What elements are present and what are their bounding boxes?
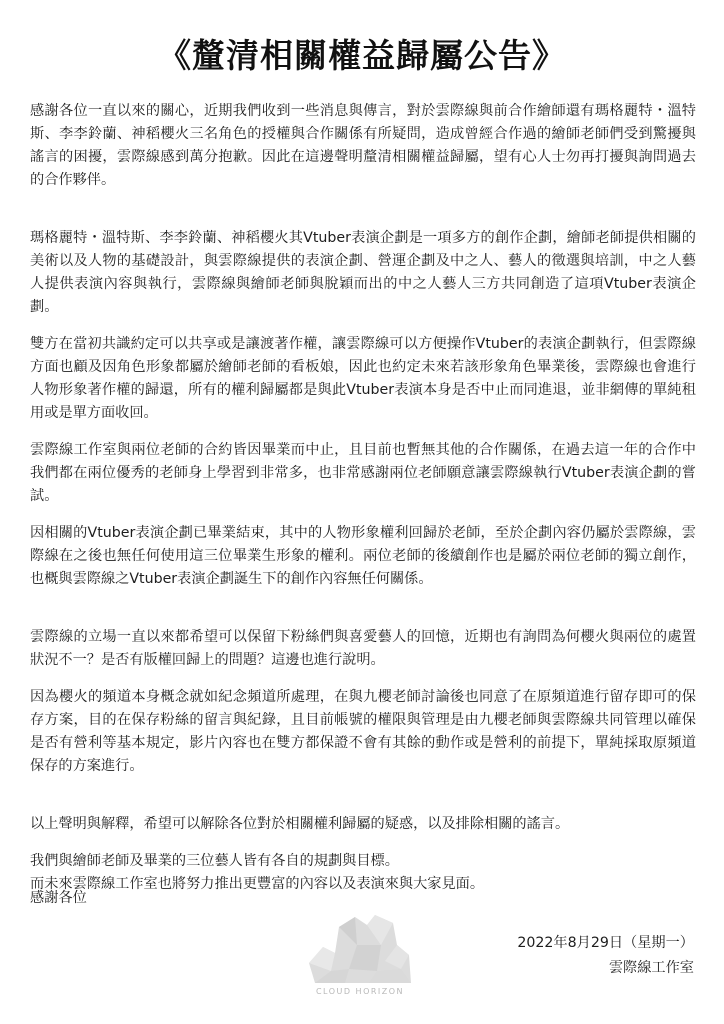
paragraph-plans [30,850,696,896]
paragraph-stance: 雲際線的立場一直以來都希望可以保留下粉絲們與喜愛藝人的回憶，近期也有詢問為何櫻火與兩位的處置狀況不一？是否有版權回歸上的問題？這邊也進行說明。 [30,629,696,668]
closing-text: 感謝各位 [30,890,87,906]
plans-line-2: 而未來雲際線工作室也將努力推出更豐富的內容以及表演來與大家見面。 [30,876,485,892]
announcement-date: 2022年8月29日（星期一） [517,935,694,951]
logo-text: CLOUD HORIZON [315,987,405,996]
paragraph-channel: 因為櫻火的頻道本身概念就如紀念頻道所處理，在與九櫻老師討論後也同意了在原頻道進行留存即可的保存方案，目的在保存粉絲的留言與紀錄，且目前帳號的權限與管理是由九櫻老師與雲際線共同管理以確保是否有營利等基本規定，影片內容也在雙方都保證不會有其餘的動作或是營利的前提下，單純採取原頻道保存的方案進行。 [30,689,696,774]
paragraph-conclusion: 以上聲明與解釋，希望可以解除各位對於相關權利歸屬的疑惑，以及排除相關的謠言。 [30,816,570,832]
studio-signature: 雲際線工作室 [608,960,694,976]
paragraph-project: 瑪格麗特・溫特斯、李李鈴蘭、神稻櫻火其Vtuber表演企劃是一項多方的創作企劃，繪師老師提供相關的美術以及人物的基礎設計，與雲際線提供的表演企劃、營運企劃及中之人、藝人的徵選與培訓，中之人藝人提供表演內容與執行，雲際線與繪師老師與脫穎而出的中之人藝人三方共同創造了這項Vtuber表演企劃。 [30,230,696,315]
paragraph-copyright: 雙方在當初共識約定可以共享或是讓渡著作權，讓雲際線可以方便操作Vtuber的表演企劃執行，但雲際線方面也顧及因角色形象都屬於繪師老師的看板娘，因此也約定未來若該形象角色畢業後，雲際線也會進行人物形象著作權的歸還，所有的權利歸屬都是與此Vtuber表演本身是否中止而同進退，並非網傳的單純租用或是單方面收回。 [30,336,696,421]
plans-line-1: 我們與繪師老師及畢業的三位藝人皆有各自的規劃與目標。 [30,853,399,869]
page-title: 《釐清相關權益歸屬公告》 [158,36,566,75]
paragraph-contract: 雲際線工作室與兩位老師的合約皆因畢業而中止，且目前也暫無其他的合作關係，在過去這一年的合作中我們都在兩位優秀的老師身上學習到非常多，也非常感謝兩位老師願意讓雲際線執行Vtuber表演企劃的嘗試。 [30,442,696,504]
paragraph-graduation: 因相關的Vtuber表演企劃已畢業結束，其中的人物形象權利回歸於老師，至於企劃內容仍屬於雲際線，雲際線在之後也無任何使用這三位畢業生形象的權利。兩位老師的後續創作也是屬於兩位老師的獨立創作，也概與雲際線之Vtuber表演企劃誕生下的創作內容無任何關係。 [30,525,696,587]
cloud-logo-icon [305,905,415,987]
paragraph-intro: 感謝各位一直以來的關心，近期我們收到一些消息與傳言，對於雲際線與前合作繪師還有瑪格麗特・溫特斯、李李鈴蘭、神稻櫻火三名角色的授權與合作關係有所疑問，造成曾經合作過的繪師老師們受到驚擾與謠言的困擾，雲際線感到萬分抱歉。因此在這邊聲明釐清相關權益歸屬，望有心人士勿再打擾與詢問過去的合作夥伴。 [30,103,696,188]
signature-block [517,931,694,981]
announcement-body [30,100,696,896]
cloud-horizon-logo [305,905,415,1005]
